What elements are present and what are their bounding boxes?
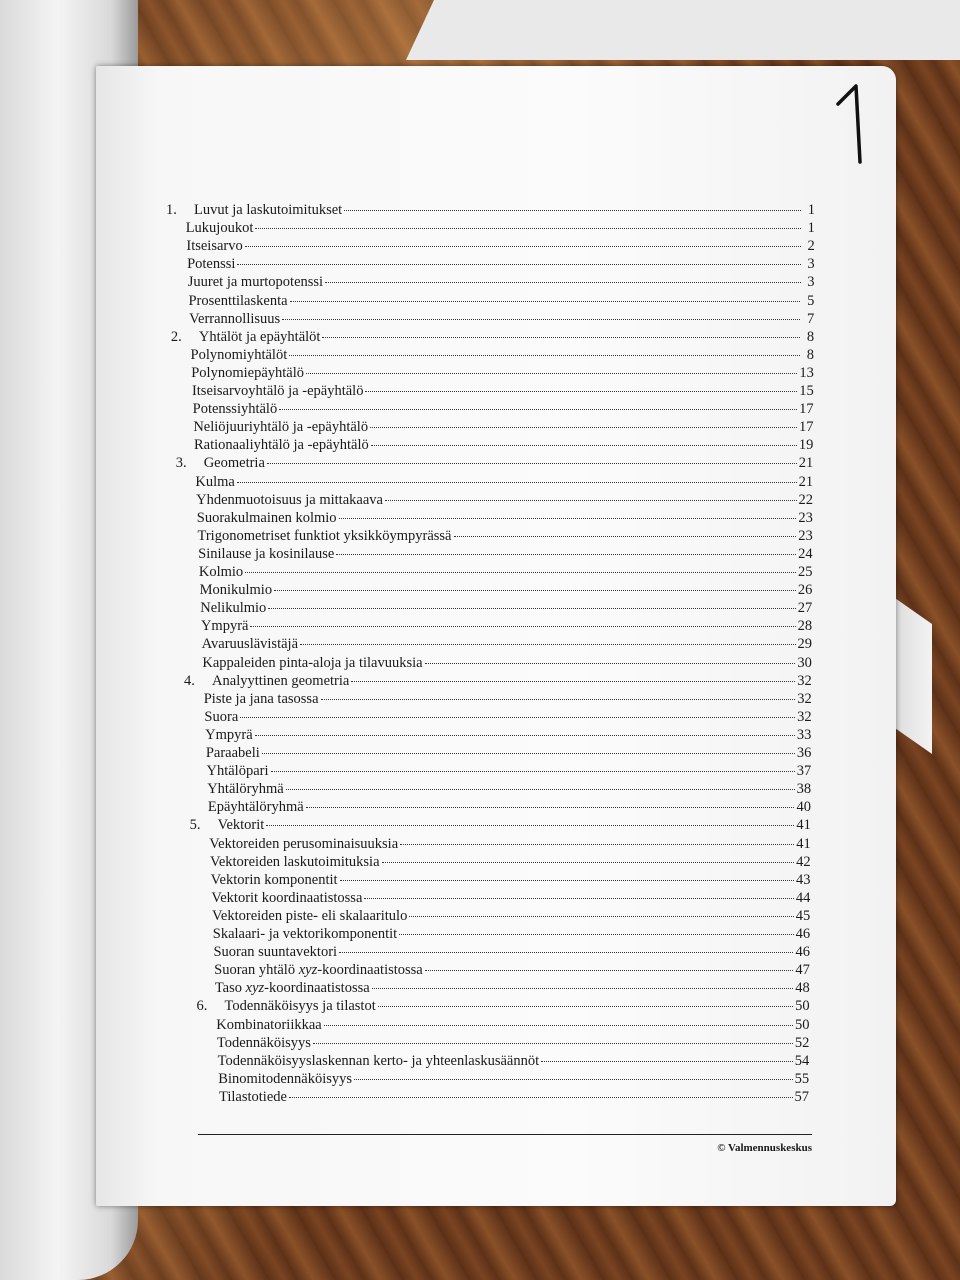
page-reference: 46 bbox=[795, 926, 811, 943]
toc-chapter-row bbox=[197, 998, 810, 1018]
section-title: Nelikulmio bbox=[200, 600, 267, 617]
chapter-number: 6. bbox=[196, 998, 208, 1015]
dot-leader bbox=[371, 445, 797, 446]
dot-leader bbox=[237, 264, 800, 265]
toc-section-row bbox=[187, 256, 815, 276]
toc-section-row bbox=[210, 854, 811, 874]
toc-section-row bbox=[217, 1035, 809, 1055]
toc-section-row bbox=[189, 311, 814, 331]
dot-leader bbox=[255, 735, 795, 736]
toc-section-row bbox=[194, 437, 813, 457]
dot-leader bbox=[336, 554, 796, 555]
dot-leader bbox=[324, 1025, 793, 1026]
toc-section-row bbox=[196, 492, 813, 512]
section-title: Suoran suuntavektori bbox=[213, 944, 338, 961]
section-title: Monikulmio bbox=[199, 582, 273, 599]
toc-section-row bbox=[215, 980, 810, 1000]
chapter-title: Geometria bbox=[203, 455, 265, 472]
section-title: Potenssi bbox=[187, 256, 236, 273]
page-reference: 52 bbox=[794, 1034, 810, 1051]
section-title: Vektoreiden perusominaisuuksia bbox=[209, 835, 399, 852]
page-reference: 45 bbox=[795, 907, 811, 924]
page-reference: 32 bbox=[797, 690, 812, 707]
toc-section-row bbox=[204, 709, 811, 729]
dot-leader bbox=[365, 391, 797, 392]
section-title: Potenssiyhtälö bbox=[192, 401, 278, 418]
toc-section-row bbox=[205, 727, 811, 747]
section-title: Ympyrä bbox=[200, 618, 249, 635]
section-title: Binomitodennäköisyys bbox=[218, 1070, 353, 1087]
toc-section-row bbox=[191, 365, 814, 385]
toc-section-row bbox=[208, 799, 811, 819]
page-reference: 22 bbox=[798, 491, 814, 508]
page-reference: 44 bbox=[795, 889, 811, 906]
page-reference: 3 bbox=[807, 256, 815, 273]
dot-leader bbox=[399, 934, 793, 935]
dot-leader bbox=[351, 681, 795, 682]
page-reference: 1 bbox=[807, 220, 815, 237]
dot-leader bbox=[255, 228, 801, 229]
dot-leader bbox=[364, 898, 793, 899]
section-title: Suoran yhtälö xyz-koordinaatistossa bbox=[214, 962, 423, 979]
section-title: Todennäköisyyslaskennan kerto- ja yhteenlaskusäännöt bbox=[217, 1052, 540, 1069]
section-title: Itseisarvo bbox=[186, 238, 243, 255]
dot-leader bbox=[541, 1061, 793, 1062]
chapter-title: Yhtälöt ja epäyhtälöt bbox=[198, 328, 321, 345]
dot-leader bbox=[245, 246, 801, 247]
page-reference: 41 bbox=[796, 835, 811, 852]
toc-section-row bbox=[211, 890, 810, 910]
section-title: Kolmio bbox=[198, 564, 244, 581]
section-title: Suora bbox=[204, 708, 239, 725]
section-title: Lukujoukot bbox=[185, 220, 254, 237]
dot-leader bbox=[268, 608, 795, 609]
section-title: Prosenttilaskenta bbox=[188, 292, 288, 309]
page-reference: 17 bbox=[799, 419, 814, 436]
page-reference: 42 bbox=[796, 853, 811, 870]
chapter-number: 2. bbox=[170, 328, 182, 345]
toc-section-row bbox=[213, 926, 810, 946]
toc-section-row bbox=[209, 836, 810, 856]
dot-leader bbox=[425, 970, 794, 971]
toc-section-row bbox=[214, 962, 810, 982]
toc-section-row bbox=[219, 1089, 809, 1109]
chapter-title: Analyyttinen geometria bbox=[212, 672, 350, 689]
section-title: Verrannollisuus bbox=[189, 310, 281, 327]
page-reference: 38 bbox=[796, 781, 812, 798]
section-title: Vektoreiden piste- eli skalaaritulo bbox=[212, 907, 408, 924]
section-title: Yhtälöpari bbox=[206, 763, 269, 780]
dot-leader bbox=[267, 463, 797, 464]
toc-section-row bbox=[212, 908, 810, 928]
section-title: Kulma bbox=[195, 473, 235, 490]
page-reference: 57 bbox=[794, 1089, 809, 1105]
chapter-number: 3. bbox=[175, 455, 187, 472]
page-reference: 48 bbox=[795, 980, 810, 997]
toc-section-row bbox=[197, 528, 812, 548]
section-title: Avaruuslävistäjä bbox=[201, 636, 299, 653]
toc-section-row bbox=[193, 419, 813, 439]
dot-leader bbox=[289, 355, 800, 356]
page-reference: 29 bbox=[797, 636, 813, 653]
page-reference: 19 bbox=[798, 437, 814, 454]
page-reference: 7 bbox=[807, 310, 815, 327]
toc-section-row bbox=[207, 781, 811, 801]
toc-section-row bbox=[200, 582, 813, 602]
toc-chapter-row bbox=[184, 673, 812, 693]
toc-chapter-row bbox=[176, 455, 814, 475]
page-reference: 17 bbox=[799, 401, 814, 418]
page-reference: 41 bbox=[796, 817, 811, 834]
dot-leader bbox=[344, 210, 801, 211]
toc-section-row bbox=[202, 636, 812, 656]
dot-leader bbox=[325, 282, 800, 283]
section-title: Suorakulmainen kolmio bbox=[196, 509, 337, 526]
dot-leader bbox=[289, 1097, 793, 1098]
page-reference: 55 bbox=[794, 1070, 810, 1087]
section-title: Vektoreiden laskutoimituksia bbox=[209, 853, 380, 870]
page-reference: 36 bbox=[796, 745, 812, 762]
toc-section-row bbox=[213, 944, 810, 964]
page-reference: 23 bbox=[798, 509, 813, 526]
page-reference: 50 bbox=[795, 998, 810, 1015]
section-title: Epäyhtälöryhmä bbox=[207, 799, 304, 816]
page-reference: 2 bbox=[807, 238, 815, 255]
dot-leader bbox=[245, 572, 796, 573]
section-title: Itseisarvoyhtälö ja -epäyhtälö bbox=[191, 383, 364, 400]
toc-section-row bbox=[192, 383, 814, 403]
dot-leader bbox=[250, 626, 795, 627]
section-title: Yhdenmuotoisuus ja mittakaava bbox=[196, 491, 383, 508]
toc-section-row bbox=[193, 401, 814, 421]
dot-leader bbox=[266, 825, 794, 826]
dot-leader bbox=[262, 753, 795, 754]
dot-leader bbox=[306, 373, 797, 374]
toc-section-row bbox=[218, 1071, 809, 1091]
toc-section-row bbox=[197, 510, 813, 530]
page-reference: 28 bbox=[797, 618, 813, 635]
page-reference: 26 bbox=[797, 582, 813, 599]
dot-leader bbox=[382, 862, 795, 863]
dot-leader bbox=[339, 518, 797, 519]
section-title: Neliöjuuriyhtälö ja -epäyhtälö bbox=[193, 419, 369, 436]
page-reference: 30 bbox=[797, 654, 812, 671]
section-title: Skalaari- ja vektorikomponentit bbox=[212, 926, 398, 943]
page-reference: 54 bbox=[794, 1052, 810, 1069]
dot-leader bbox=[409, 916, 793, 917]
dot-leader bbox=[313, 1043, 793, 1044]
toc-section-row bbox=[186, 238, 814, 258]
page-reference: 46 bbox=[795, 944, 810, 961]
page-reference: 23 bbox=[798, 527, 813, 544]
dot-leader bbox=[279, 409, 797, 410]
dot-leader bbox=[425, 663, 796, 664]
section-title: Polynomiepäyhtälö bbox=[191, 364, 304, 381]
dot-leader bbox=[354, 1079, 793, 1080]
section-title: Trigonometriset funktiot yksikköympyrässä bbox=[197, 527, 452, 544]
dot-leader bbox=[290, 301, 801, 302]
page-reference: 8 bbox=[806, 328, 815, 345]
chapter-title: Todennäköisyys ja tilastot bbox=[224, 998, 376, 1015]
dot-leader bbox=[286, 789, 795, 790]
dot-leader bbox=[385, 500, 797, 501]
dot-leader bbox=[321, 699, 796, 700]
chapter-title: Luvut ja laskutoimitukset bbox=[194, 202, 343, 218]
toc-section-row bbox=[211, 872, 811, 892]
page-reference: 40 bbox=[796, 799, 811, 816]
dot-leader bbox=[282, 319, 800, 320]
toc-section-row bbox=[191, 347, 814, 367]
page-reference: 37 bbox=[796, 763, 812, 780]
toc-section-row bbox=[202, 655, 812, 675]
page-reference: 21 bbox=[798, 473, 814, 490]
dot-leader bbox=[237, 482, 797, 483]
page-reference: 47 bbox=[795, 962, 810, 979]
page-reference: 32 bbox=[797, 708, 812, 725]
page-reference: 8 bbox=[806, 346, 815, 363]
toc-section-row bbox=[206, 745, 812, 765]
section-title: Sinilause ja kosinilause bbox=[198, 545, 335, 562]
section-title: Kombinatoriikkaa bbox=[216, 1016, 322, 1033]
dot-leader bbox=[322, 337, 800, 338]
toc-section-row bbox=[188, 274, 815, 294]
toc-section-row bbox=[195, 474, 813, 494]
section-title: Tilastotiede bbox=[219, 1089, 287, 1105]
section-title: Ympyrä bbox=[205, 726, 253, 743]
section-title: Yhtälöryhmä bbox=[207, 781, 284, 798]
toc-section-row bbox=[188, 293, 814, 313]
toc-section-row bbox=[199, 564, 813, 584]
toc-section-row bbox=[200, 600, 812, 620]
toc-section-row bbox=[218, 1053, 810, 1073]
toc-chapter-row bbox=[166, 202, 815, 222]
section-title: Paraabeli bbox=[205, 745, 260, 762]
page-reference: 15 bbox=[799, 383, 814, 400]
section-title: Rationaaliyhtälö ja -epäyhtälö bbox=[194, 437, 369, 454]
page-reference: 50 bbox=[794, 1016, 810, 1033]
page-reference: 43 bbox=[795, 871, 811, 888]
toc-section-row bbox=[201, 618, 812, 638]
dot-leader bbox=[306, 807, 795, 808]
section-title: Taso xyz-koordinaatistossa bbox=[214, 980, 370, 997]
dot-leader bbox=[370, 427, 797, 428]
footer-copyright: © Valmennuskeskus bbox=[717, 1142, 812, 1154]
chapter-title: Vektorit bbox=[217, 817, 265, 834]
dot-leader bbox=[274, 590, 796, 591]
toc-section-row bbox=[204, 691, 812, 711]
section-title: Vektorit koordinaatistossa bbox=[211, 889, 363, 906]
dot-leader bbox=[271, 771, 795, 772]
dot-leader bbox=[400, 844, 794, 845]
toc-section-row bbox=[216, 1017, 809, 1037]
section-title: Todennäköisyys bbox=[216, 1034, 311, 1051]
dot-leader bbox=[372, 988, 794, 989]
toc-chapter-row bbox=[171, 329, 814, 349]
section-title: Vektorin komponentit bbox=[210, 871, 338, 888]
dot-leader bbox=[339, 952, 793, 953]
section-title: Polynomiyhtälöt bbox=[190, 346, 288, 363]
page-reference: 27 bbox=[797, 600, 813, 617]
chapter-number: 5. bbox=[189, 817, 201, 834]
dot-leader bbox=[300, 644, 796, 645]
section-title: Juuret ja murtopotenssi bbox=[187, 274, 324, 291]
dot-leader bbox=[454, 536, 797, 537]
footer-rule bbox=[198, 1134, 812, 1135]
toc-section-row bbox=[198, 546, 812, 566]
section-title: Piste ja jana tasossa bbox=[203, 690, 319, 707]
page-reference: 1 bbox=[807, 202, 815, 218]
chapter-number: 1. bbox=[166, 202, 177, 218]
page-reference: 13 bbox=[799, 364, 814, 381]
page-reference: 32 bbox=[797, 672, 812, 689]
page-reference: 5 bbox=[807, 292, 815, 309]
dot-leader bbox=[378, 1006, 793, 1007]
page-reference: 25 bbox=[798, 564, 813, 581]
page-reference: 21 bbox=[798, 455, 814, 472]
page-reference: 3 bbox=[807, 274, 815, 291]
chapter-number: 4. bbox=[184, 672, 195, 689]
page-reference: 33 bbox=[796, 726, 812, 743]
toc-section-row bbox=[207, 763, 812, 783]
toc-section-row bbox=[186, 220, 815, 240]
section-title: Kappaleiden pinta-aloja ja tilavuuksia bbox=[202, 654, 423, 671]
page-reference: 24 bbox=[798, 545, 813, 562]
dot-leader bbox=[340, 880, 794, 881]
dot-leader bbox=[240, 717, 795, 718]
toc-chapter-row bbox=[190, 817, 811, 837]
